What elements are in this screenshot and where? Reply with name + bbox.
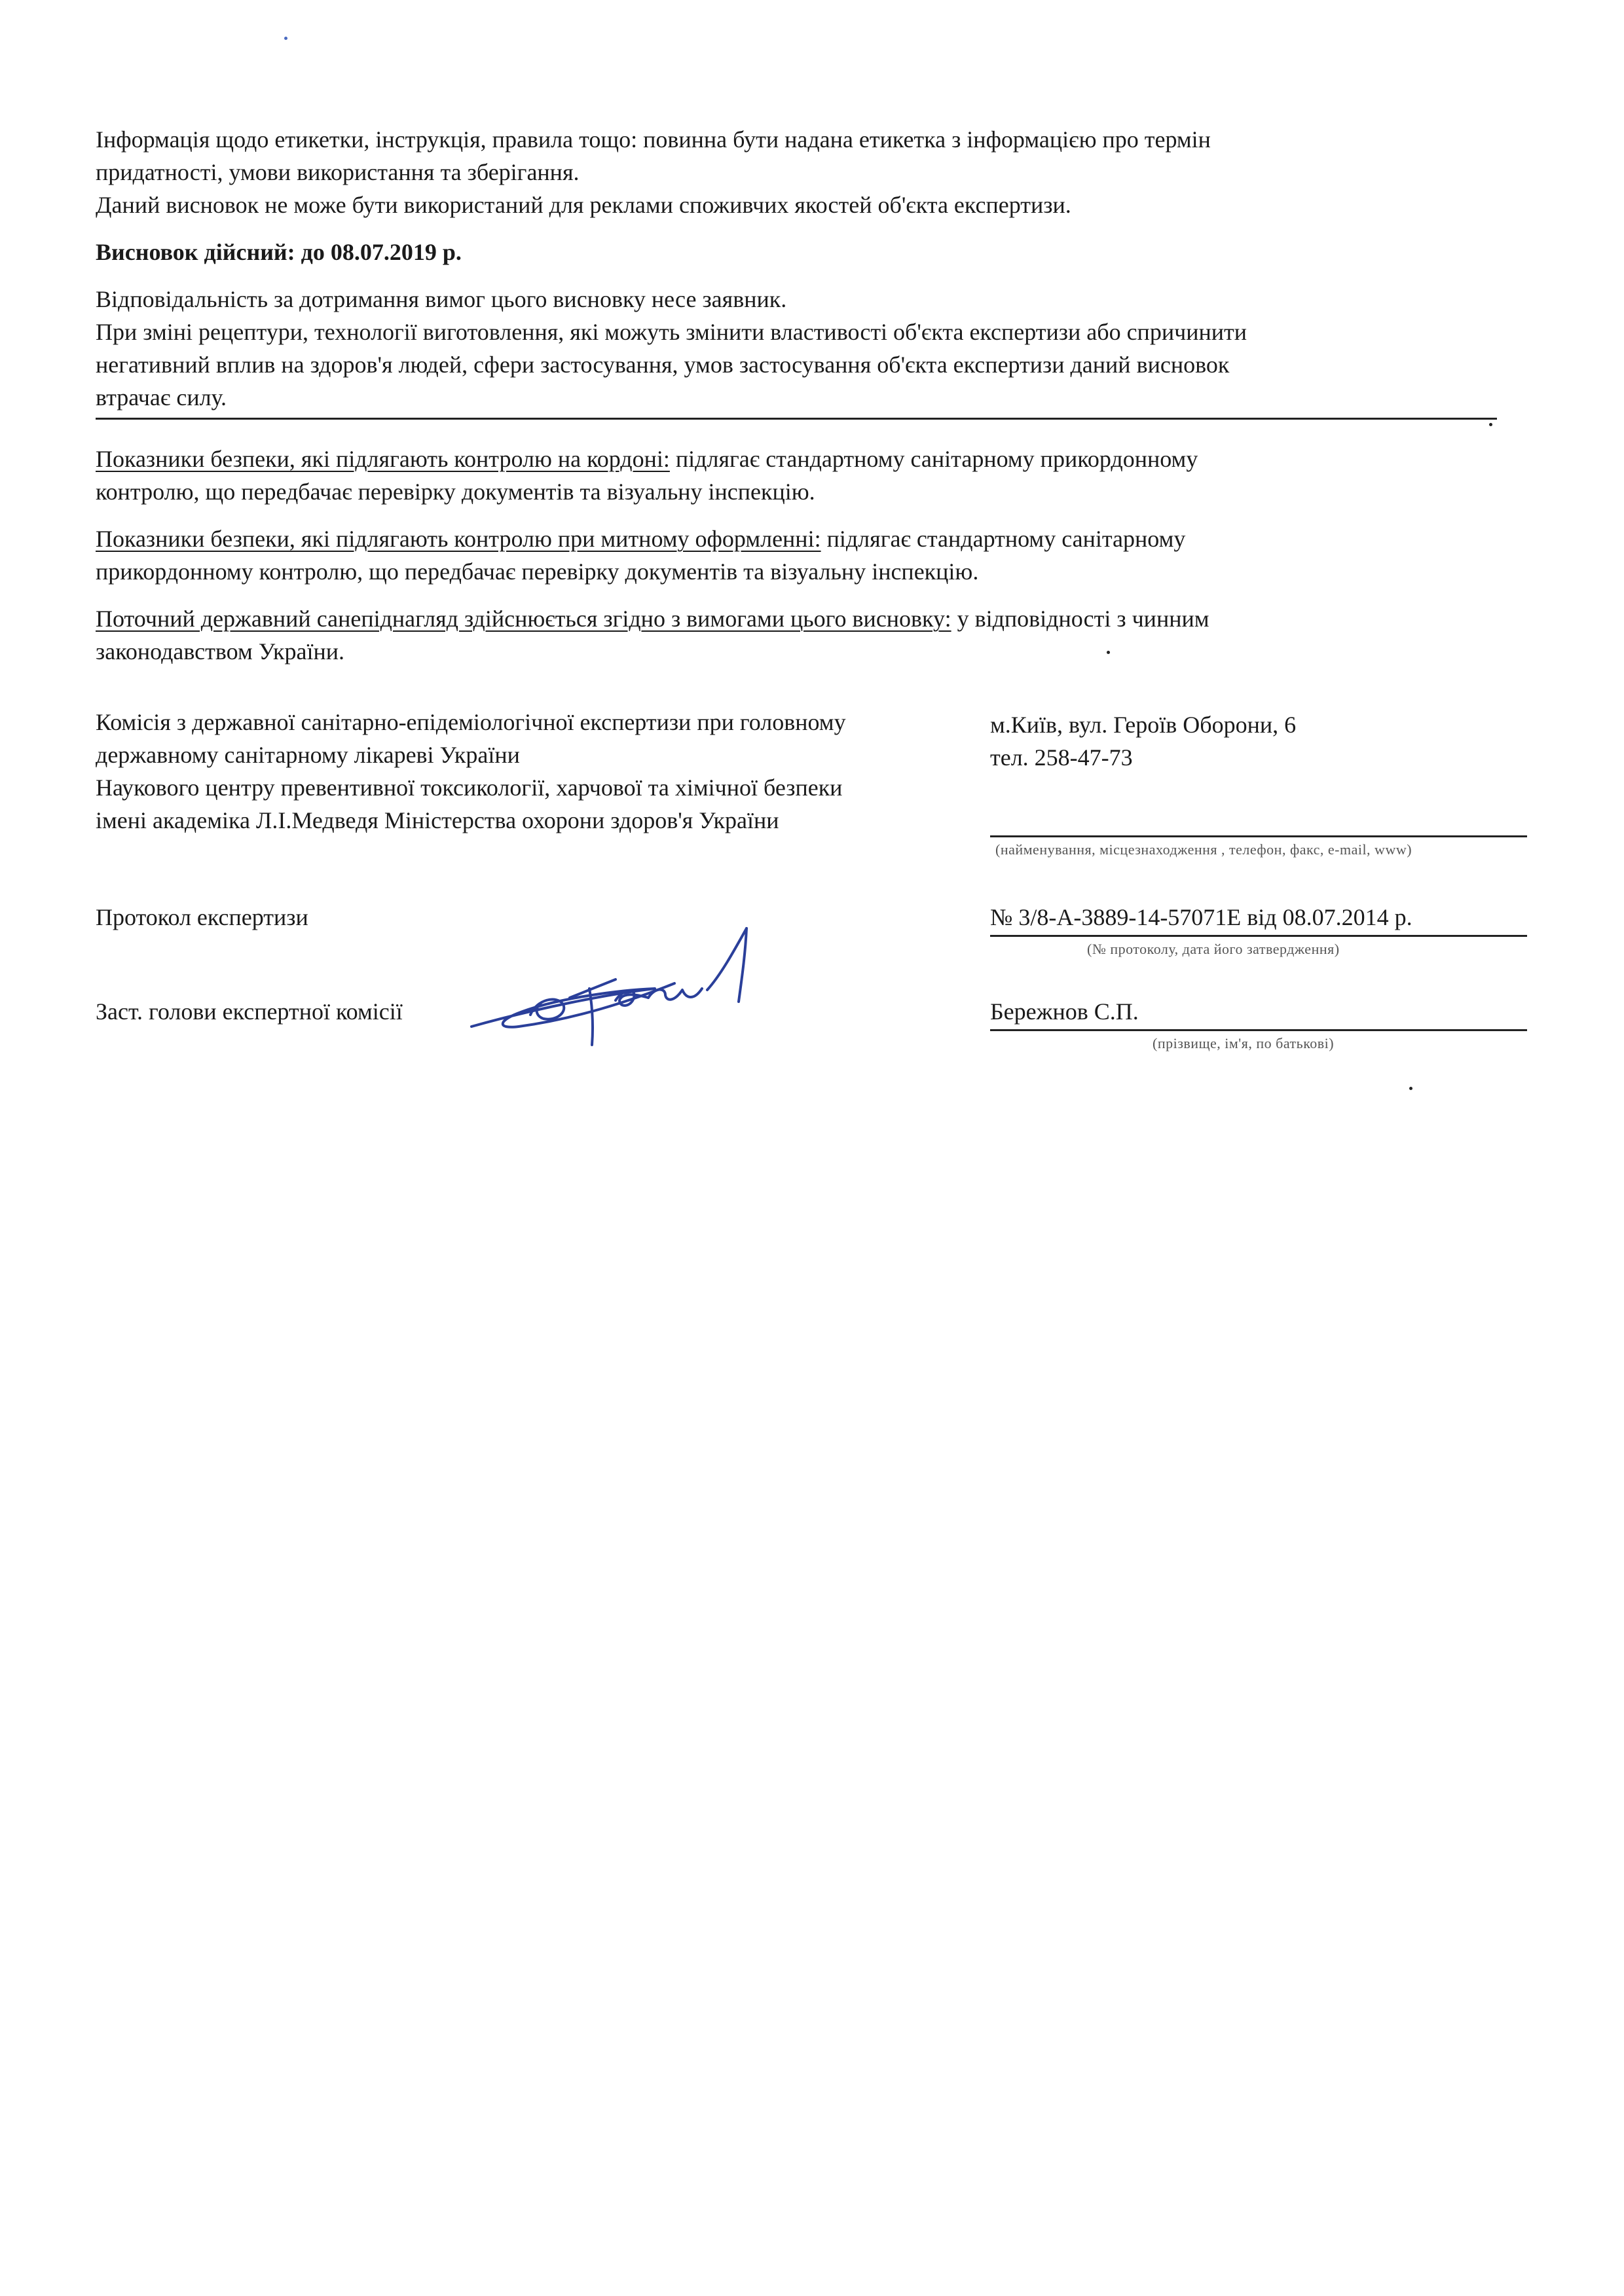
scan-speck (1107, 651, 1110, 654)
commission-line-1: Комісія з державної санітарно-епідеміологічної експертизи при головному (96, 709, 846, 735)
protocol-number: № 3/8-А-3889-14-57071Е від 08.07.2014 р. (990, 904, 1412, 930)
signature-label: Заст. голови експертної комісії (96, 998, 403, 1025)
label-info-line-2: придатності, умови використання та зберігання. (96, 159, 580, 185)
section-divider (96, 418, 1497, 420)
customs-control-label: Показники безпеки, які підлягають контролю при митному оформленні: (96, 526, 821, 552)
border-control-text: підлягає стандартному санітарному прикордонному (669, 446, 1198, 472)
protocol-rule (990, 935, 1527, 937)
commission-line-2: державному санітарному лікареві України (96, 742, 520, 768)
label-info-line-1: Інформація щодо етикетки, інструкція, правила тощо: повинна бути надана етикетка з інформацією про термін (96, 126, 1211, 153)
address-rule (990, 835, 1527, 837)
change-conditions-line-1: При зміні рецептури, технології виготовлення, які можуть змінити властивості об'єкта експертизи або спричинити (96, 319, 1247, 345)
supervision-line-2: законодавством України. (96, 638, 345, 665)
customs-control-line-2: прикордонному контролю, що передбачає перевірку документів та візуальну інспекцію. (96, 558, 979, 585)
change-conditions-line-2: негативний вплив на здоров'я людей, сфери застосування, умов застосування об'єкта експертизи даний висновок (96, 352, 1230, 378)
scan-speck (284, 37, 287, 40)
commission-phone: тел. 258-47-73 (990, 744, 1133, 771)
handwritten-signature (458, 917, 825, 1067)
change-conditions-line-3: втрачає силу. (96, 384, 227, 410)
signatory-name: Бережнов С.П. (990, 998, 1139, 1025)
scan-speck (1409, 1087, 1412, 1090)
border-control-line-2: контролю, що передбачає перевірку документів та візуальну інспекцію. (96, 479, 815, 505)
customs-control-line-1 (96, 522, 1185, 555)
scan-speck (1489, 423, 1492, 426)
supervision-line-1 (96, 602, 1209, 635)
responsibility-line: Відповідальність за дотримання вимог цього висновку несе заявник. (96, 286, 787, 312)
protocol-label: Протокол експертизи (96, 904, 308, 930)
signatory-caption: (прізвище, ім'я, по батькові) (1153, 1035, 1335, 1051)
address-caption: (найменування, місцезнаходження , телефон, факс, e-mail, www) (995, 841, 1412, 858)
customs-control-text: підлягає стандартному санітарному (821, 526, 1186, 552)
commission-line-3: Наукового центру превентивної токсикології, харчової та хімічної безпеки (96, 774, 843, 801)
border-control-label: Показники безпеки, які підлягають контролю на кордоні: (96, 446, 670, 472)
advert-restriction: Даний висновок не може бути використаний для реклами споживчих якостей об'єкта експертизи. (96, 192, 1071, 218)
supervision-text: у відповідності з чинним (951, 606, 1209, 632)
commission-line-4: імені академіка Л.І.Медведя Міністерства охорони здоров'я України (96, 807, 779, 833)
protocol-caption: (№ протоколу, дата його затвердження) (1087, 941, 1340, 957)
border-control-line-1 (96, 443, 1198, 475)
validity-date: Висновок дійсний: до 08.07.2019 р. (96, 239, 462, 265)
commission-address: м.Київ, вул. Героїв Оборони, 6 (990, 712, 1297, 738)
signatory-rule (990, 1029, 1527, 1031)
supervision-label: Поточний державний санепіднагляд здійснюється згідно з вимогами цього висновку: (96, 606, 951, 632)
